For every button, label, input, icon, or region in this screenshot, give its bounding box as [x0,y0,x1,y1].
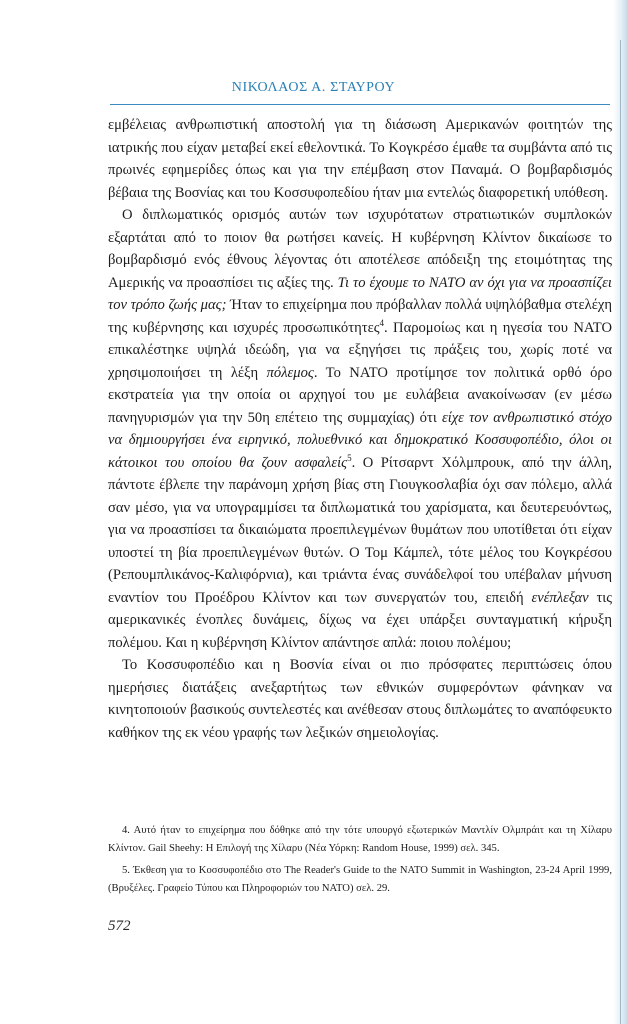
running-header: ΝΙΚΟΛΑΟΣ Α. ΣΤΑΥΡΟΥ [231,80,396,95]
italic-text-segment: πόλεμος [266,364,314,381]
footnote-5: 5. Έκθεση για το Κοσσυφοπέδιο στο The Reader's Guide to the NATO Summit in Washington, 23-24 April 1999, (Βρυξέλες. Γραφείο Τύπου και Πληροφοριών του ΝΑΤΟ) σελ. 29. [108,865,612,894]
footnote-4: 4. Αυτό ήταν το επιχείρημα που δόθηκε από την τότε υπουργό εξωτερικών Μαντλίν Ολμπράιτ και τη Χίλαρυ Κλίντον. Gail Sheehy: Η Επιλογή της Χίλαρυ (Νέα Υόρκη: Random House, 1999) σελ. 345. [108,825,612,854]
italic-text-segment: Τι το έχουμε το ΝΑΤΟ αν όχι για να προασπίζει τον τρόπο ζωής μας; [108,274,612,313]
text-segment: . Ο Ρίτσαρντ Χόλμπρουκ, από την άλλη, πάντοτε έβλεπε την παράνομη χρήση βίας στη Γιουγκοσλαβία όχι σαν πόλεμο, αλλά σαν μέσο, για να υπογραμμίσει τα διπλωματικά του χαρίσματα, και δευτερευόντως, για να προασπίσει τα δικαιώματα προεπιλεγμένων θυμάτων που υποτίθεται ότι είχαν υποστεί τη βία προεπιλεγμένων θυτών. Ο Τομ Κάμπελ, τότε μέλος του Κογκρέσου (Ρεπουμπλικάνος-Καλιφόρνια), και τριάντα ένας συνάδελφοί του υπέβαλαν μήνυση εναντίον του Προέδρου Κλίντον και των συνεργατών του, επειδή [108,454,613,606]
page-edge-line [620,40,621,1024]
text-segment: . Παρομοίως και η ηγεσία του ΝΑΤΟ επικαλέστηκε υψηλά ιδεώδη, για να εξηγήσει τις πράξεις του, χωρίς ποτέ να χρησιμοποιήσει τη λέξη [108,319,612,381]
text-segment: εμβέλειας ανθρωπιστική αποστολή για τη διάσωση Αμερικανών φοιτητών της ιατρικής που είχαν μεταβεί εκεί εθελοντικά. Το Κογκρέσο έμαθε τα συμβάντα από τις πρωινές εφημερίδες όπως και για την επέμβαση στον Παναμά. Ο βομβαρδισμός βέβαια της Βοσνίας και του Κοσσυφοπεδίου ήταν μια εντελώς διαφορετική υπόθεση. [108,117,612,201]
page-number: 572 [108,918,131,934]
italic-text-segment: είχε τον ανθρωπιστικό στόχο να δημιουργήσει ένα ειρηνικό, πολυεθνικό και δημοκρατικό Κοσσυφοπέδιο, όλοι οι κάτοικοι του οποίου θα ζουν ασφαλείς [108,409,612,471]
paragraph-2 [108,204,612,654]
paragraph-3 [108,654,612,744]
paragraph-1 [108,114,612,204]
body-text [108,114,612,744]
text-segment: . Το ΝΑΤΟ προτίμησε τον πολιτικά ορθό όρο εκστρατεία για την οποία οι αρχηγοί του με ευλάβεια ανακοίνωσαν (εν μέσω πανηγυρισμών για την 50η επέτειο της συμμαχίας) ότι [108,364,612,426]
footnotes [108,822,612,902]
footnote-marker: 5 [347,452,352,463]
header-rule [110,104,610,105]
text-segment: Ο διπλωματικός ορισμός αυτών των ισχυρότατων στρατιωτικών συμπλοκών εξαρτάται από το ποιον θα ρωτήσει κανείς. Η κυβέρνηση Κλίντον δικαίωσε το βομβαρδισμό ενός έθνους λέγοντας ότι αποτέλεσε απόδειξη της ετοιμότητας της Αμερικής να προασπίσει τις αξίες της. [108,207,612,291]
text-segment: Ήταν το επιχείρημα που πρόβαλλαν πολλά υψηλόβαθμα στελέχη της κυβέρνησης και ισχυρές προσωπικότητες [108,297,612,336]
footnote-marker: 4 [379,317,385,328]
italic-text-segment: ενέπλεξαν [531,589,589,606]
text-segment: Το Κοσσυφοπέδιο και η Βοσνία είναι οι πιο πρόσφατες περιπτώσεις όπου ημερήσιες διατάξεις ανεξαρτήτως των εθνικών συμφερόντων φάνηκαν να κινητοποιούν βασικούς συντελεστές και ανέθεσαν στους διπλωμάτες το αναπόφευκτο καθήκον της εκ νέου γραφής των λεξικών σημειολογίας. [108,657,612,741]
text-segment: τις αμερικανικές ένοπλες δυνάμεις, δίχως να έχει υπάρξει συνταγματική κήρυξη πολέμου. Και η κυβέρνηση Κλίντον απάντησε απλά: ποιου πολέμου; [108,589,613,651]
